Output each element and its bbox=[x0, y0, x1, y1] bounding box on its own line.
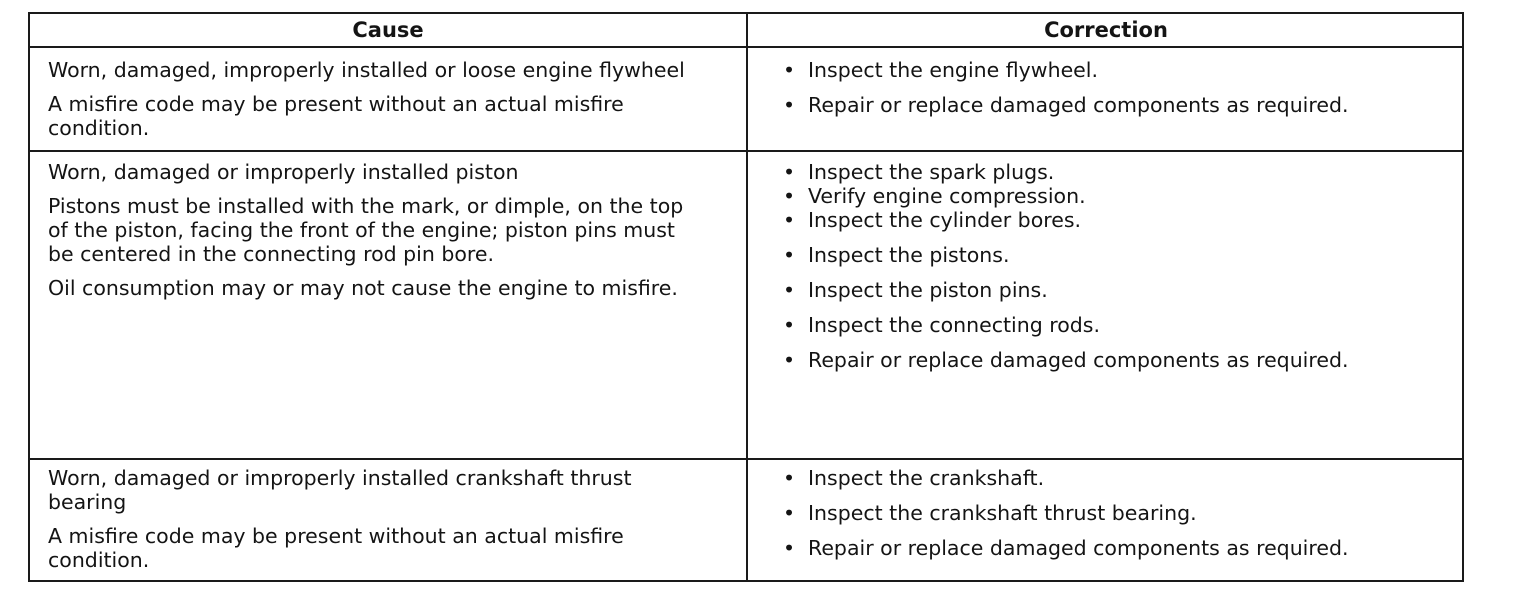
list-item: • Inspect the piston pins. bbox=[780, 278, 1440, 302]
cause-cell-row-1 bbox=[48, 58, 748, 140]
correction-list bbox=[780, 466, 1440, 560]
cause-note: Oil consumption may or may not cause the engine to misfire. bbox=[48, 276, 678, 300]
list-item: • Inspect the cylinder bores. bbox=[780, 208, 1440, 232]
list-item: • Inspect the connecting rods. bbox=[780, 313, 1440, 337]
row-divider bbox=[30, 458, 1462, 460]
list-item: • Inspect the engine flywheel. bbox=[780, 58, 1440, 82]
list-item: • Inspect the pistons. bbox=[780, 243, 1440, 267]
list-item: • Inspect the spark plugs. bbox=[780, 160, 1440, 184]
list-item: • Repair or replace damaged components as required. bbox=[780, 536, 1440, 560]
row-divider bbox=[30, 150, 1462, 152]
correction-list bbox=[780, 58, 1440, 117]
cause-text: Worn, damaged or improperly installed crankshaft thrust bearing bbox=[48, 466, 632, 514]
list-item: • Repair or replace damaged components as required. bbox=[780, 93, 1440, 117]
cause-text: Worn, damaged, improperly installed or loose engine flywheel bbox=[48, 58, 685, 82]
cause-text: Worn, damaged or improperly installed piston bbox=[48, 160, 519, 184]
cause-correction-table bbox=[28, 12, 1464, 582]
correction-cell-row-2 bbox=[780, 160, 1440, 372]
correction-cell-row-1 bbox=[780, 58, 1440, 117]
correction-cell-row-3 bbox=[780, 466, 1440, 560]
list-item: • Verify engine compression. bbox=[780, 184, 1440, 208]
cause-cell-row-2 bbox=[48, 160, 748, 300]
cause-note: Pistons must be installed with the mark, or dimple, on the top of the piston, facing the front of the engine; piston pins must be centered in the connecting rod pin bore. bbox=[48, 194, 684, 266]
list-item: • Inspect the crankshaft. bbox=[780, 466, 1440, 490]
cause-note: A misfire code may be present without an actual misfire condition. bbox=[48, 92, 624, 140]
list-item: • Repair or replace damaged components as required. bbox=[780, 348, 1440, 372]
cause-cell-row-3 bbox=[48, 466, 748, 572]
cause-note: A misfire code may be present without an actual misfire condition. bbox=[48, 524, 624, 572]
header-cause: Cause bbox=[352, 18, 424, 42]
list-item: • Inspect the crankshaft thrust bearing. bbox=[780, 501, 1440, 525]
header-correction: Correction bbox=[1044, 18, 1168, 42]
correction-list bbox=[780, 160, 1440, 372]
